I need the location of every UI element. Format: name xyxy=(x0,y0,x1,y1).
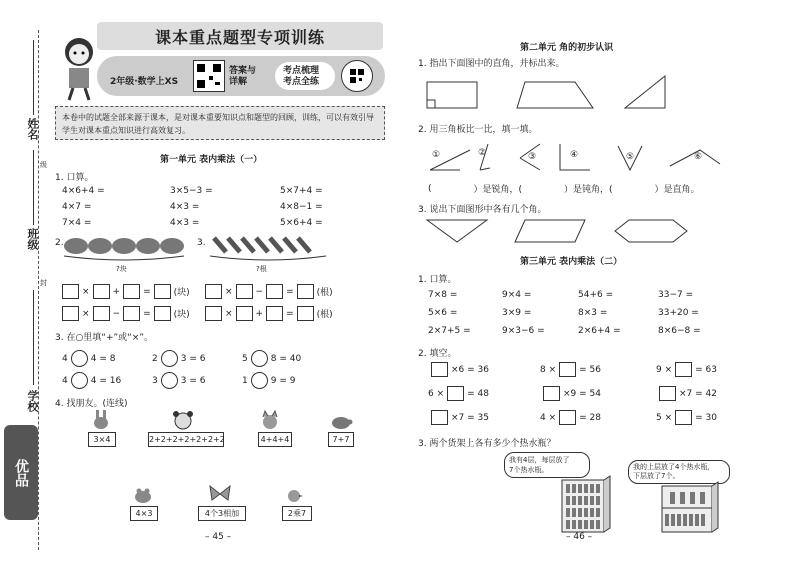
match-card-top[interactable]: 2+2+2+2+2+2+2 xyxy=(148,432,224,447)
angle-number: ① xyxy=(432,150,441,160)
answer-box[interactable] xyxy=(236,306,253,321)
op-circle[interactable] xyxy=(71,372,88,389)
answer-box[interactable] xyxy=(123,306,140,321)
oral-calc: 5×6+4 = xyxy=(280,218,323,228)
r1-shapes xyxy=(425,74,685,114)
op-circle[interactable] xyxy=(71,350,88,367)
answer-box[interactable] xyxy=(559,410,576,425)
answer-box[interactable] xyxy=(154,284,171,299)
fill-item: 5 × = 30 xyxy=(656,410,717,425)
answer-label: 答案与 详解 xyxy=(229,66,257,87)
cakes-picture xyxy=(62,234,187,262)
shelf-1 xyxy=(560,476,612,534)
fill-item: 9 × = 63 xyxy=(656,362,717,377)
answer-box[interactable] xyxy=(559,362,576,377)
op-item: 3 3 = 6 xyxy=(152,372,205,389)
panda-icon xyxy=(172,410,194,430)
school-line xyxy=(33,290,34,385)
bird-icon xyxy=(285,486,303,504)
answer-box[interactable] xyxy=(431,362,448,377)
page-number-right: – 46 – xyxy=(566,532,593,542)
oral-calc: 3×5−3 = xyxy=(170,186,213,196)
cakes-equation: × + = (块) xyxy=(62,284,190,299)
girl-mascot xyxy=(55,30,103,100)
turtle-icon xyxy=(330,412,352,430)
oral-calc: 2×6+4 = xyxy=(578,326,621,336)
oral-calc: 33+20 = xyxy=(658,308,699,318)
oral-calc: 4×6+4 = xyxy=(62,186,105,196)
op-circle[interactable] xyxy=(161,372,178,389)
op-circle[interactable] xyxy=(161,350,178,367)
unit-label: (块) xyxy=(173,288,190,298)
points-label: 考点梳理 考点全练 xyxy=(283,66,320,87)
page-title: 课本重点题型专项训练 xyxy=(154,27,325,47)
margin-mark-1: 级 xyxy=(40,161,47,169)
op-item: 5 8 = 40 xyxy=(242,350,301,367)
op-item: 4 4 = 8 xyxy=(62,350,115,367)
angle-number: ④ xyxy=(570,150,579,160)
answer-box[interactable] xyxy=(543,386,560,401)
oral-calc: 5×6 = xyxy=(428,308,458,318)
answer-box[interactable] xyxy=(154,306,171,321)
oral-calc: 33−7 = xyxy=(658,290,694,300)
oral-calc: 4×3 = xyxy=(170,218,200,228)
answer-box[interactable] xyxy=(62,306,79,321)
answer-box[interactable] xyxy=(266,306,283,321)
oral-calc: 7×4 = xyxy=(62,218,92,228)
fill-item: 8 × = 56 xyxy=(540,362,601,377)
s2-label: 2. 填空。 xyxy=(418,349,457,359)
op-item: 1 9 = 9 xyxy=(242,372,295,389)
match-card-top[interactable]: 7+7 xyxy=(328,432,354,447)
class-line xyxy=(33,150,34,225)
cat-icon xyxy=(260,410,280,430)
answer-box[interactable] xyxy=(675,362,692,377)
q2b-label: 3. xyxy=(197,238,206,248)
q1-label: 1. 口算。 xyxy=(55,173,94,183)
answer-box[interactable] xyxy=(266,284,283,299)
answer-box[interactable] xyxy=(236,284,253,299)
op-item: 2 3 = 6 xyxy=(152,350,205,367)
r2-label: 2. 用三角板比一比，填一填。 xyxy=(418,125,538,135)
match-card-bottom[interactable]: 2乘7 xyxy=(282,506,312,521)
fill-item: ×7 = 42 xyxy=(656,386,717,401)
frog-icon xyxy=(133,486,153,504)
answer-box[interactable] xyxy=(431,410,448,425)
oral-calc: 9×4 = xyxy=(502,290,532,300)
fill-item: ×7 = 35 xyxy=(428,410,489,425)
unit-label: (根) xyxy=(316,288,333,298)
oral-calc: 4×7 = xyxy=(62,202,92,212)
cakes-question: ?块 xyxy=(116,265,127,273)
answer-box[interactable] xyxy=(62,284,79,299)
shelf-2 xyxy=(660,484,720,534)
answer-box[interactable] xyxy=(297,306,314,321)
oral-calc: 4×8−1 = xyxy=(280,202,323,212)
class-label: 班级 xyxy=(26,228,39,250)
unit2-title: 第二单元 角的初步认识 xyxy=(520,43,614,53)
oral-calc: 8×3 = xyxy=(578,308,608,318)
oral-calc: 5×7+4 = xyxy=(280,186,323,196)
answer-box[interactable] xyxy=(297,284,314,299)
answer-box[interactable] xyxy=(93,306,110,321)
match-card-bottom[interactable]: 4×3 xyxy=(130,506,158,521)
cakes-equation-2: × − = (块) xyxy=(62,306,190,321)
r3-shapes xyxy=(425,216,695,246)
q4-label: 4. 找朋友。(连线) xyxy=(55,399,128,409)
fill-item: ×9 = 54 xyxy=(540,386,601,401)
name-label: 姓名 xyxy=(26,118,39,140)
s1-label: 1. 口算。 xyxy=(418,275,457,285)
angle-number: ② xyxy=(478,148,487,158)
school-label: 学校 xyxy=(26,390,39,412)
binding-margin xyxy=(0,0,47,570)
page-number-left: – 45 – xyxy=(205,532,232,542)
fill-item: ×6 = 36 xyxy=(428,362,489,377)
answer-box[interactable] xyxy=(93,284,110,299)
carrots-picture xyxy=(208,234,328,262)
answer-box[interactable] xyxy=(205,306,222,321)
op-circle[interactable] xyxy=(251,372,268,389)
unit-label: (根) xyxy=(316,310,333,320)
margin-mark-2: 封 xyxy=(40,279,47,287)
oral-calc: 9×3−6 = xyxy=(502,326,545,336)
fill-item: 4 × = 28 xyxy=(540,410,601,425)
grade-label: 2年级·数学上XS xyxy=(110,77,179,87)
unit1-title: 第一单元 表内乘法（一） xyxy=(160,155,263,165)
answer-box[interactable] xyxy=(447,386,464,401)
match-card-top[interactable]: 4+4+4 xyxy=(258,432,292,447)
qr-code-answer xyxy=(193,60,225,92)
oral-calc: 7×8 = xyxy=(428,290,458,300)
oral-calc: 3×9 = xyxy=(502,308,532,318)
unit3-title: 第三单元 表内乘法（二） xyxy=(520,257,623,267)
oral-calc: 8×6−8 = xyxy=(658,326,701,336)
answer-box[interactable] xyxy=(675,410,692,425)
carrots-equation: × − = (根) xyxy=(205,284,333,299)
carrots-question: ?根 xyxy=(256,265,267,273)
match-card-bottom[interactable]: 4个3相加 xyxy=(198,506,246,521)
s3-label: 3. 两个货架上各有多少个热水瓶？ xyxy=(418,439,556,449)
title-bar xyxy=(97,22,383,50)
op-item: 4 4 = 16 xyxy=(62,372,121,389)
unit-label: (块) xyxy=(173,310,190,320)
butterfly-icon xyxy=(208,484,232,504)
carrots-equation-2: × + = (根) xyxy=(205,306,333,321)
answer-box[interactable] xyxy=(659,386,676,401)
r3-label: 3. 说出下面图形中各有几个角。 xyxy=(418,205,547,215)
speech-bubble-1: 我有4层，每层放了 7个热水瓶。 xyxy=(504,452,590,478)
q2-label: 2. xyxy=(55,238,64,248)
brand-logo: 优品 xyxy=(4,425,38,520)
fill-item: 6 × = 48 xyxy=(428,386,489,401)
qr-code-points xyxy=(341,60,373,92)
angle-number: ③ xyxy=(528,152,537,162)
r1-label: 1. 指出下面图中的直角，并标出来。 xyxy=(418,59,565,69)
intro-box xyxy=(55,106,385,140)
oral-calc: 4×3 = xyxy=(170,202,200,212)
oral-calc: 2×7+5 = xyxy=(428,326,471,336)
angle-number: ⑥ xyxy=(694,152,703,162)
r2-fill-line: ( ）是锐角，( ）是钝角，( ）是直角。 xyxy=(428,183,700,195)
answer-box[interactable] xyxy=(123,284,140,299)
header-banner xyxy=(55,22,385,100)
intro-text: 本卷中的试题全部来源于课本，是对课本重要知识点和题型的回顾，训练，可以有效引导学生对课本重点知识进行高效复习。 xyxy=(62,113,374,135)
speech-bubble-2: 我的上层放了4个热水瓶， 下层放了7个。 xyxy=(628,460,730,484)
answer-box[interactable] xyxy=(205,284,222,299)
q3-label: 3. 在○里填“+”或“×”。 xyxy=(55,333,154,343)
rabbit-icon xyxy=(92,408,110,430)
name-line xyxy=(33,40,34,115)
match-card-top[interactable]: 3×4 xyxy=(88,432,116,447)
oral-calc: 54+6 = xyxy=(578,290,614,300)
op-circle[interactable] xyxy=(251,350,268,367)
angle-number: ⑤ xyxy=(626,152,635,162)
